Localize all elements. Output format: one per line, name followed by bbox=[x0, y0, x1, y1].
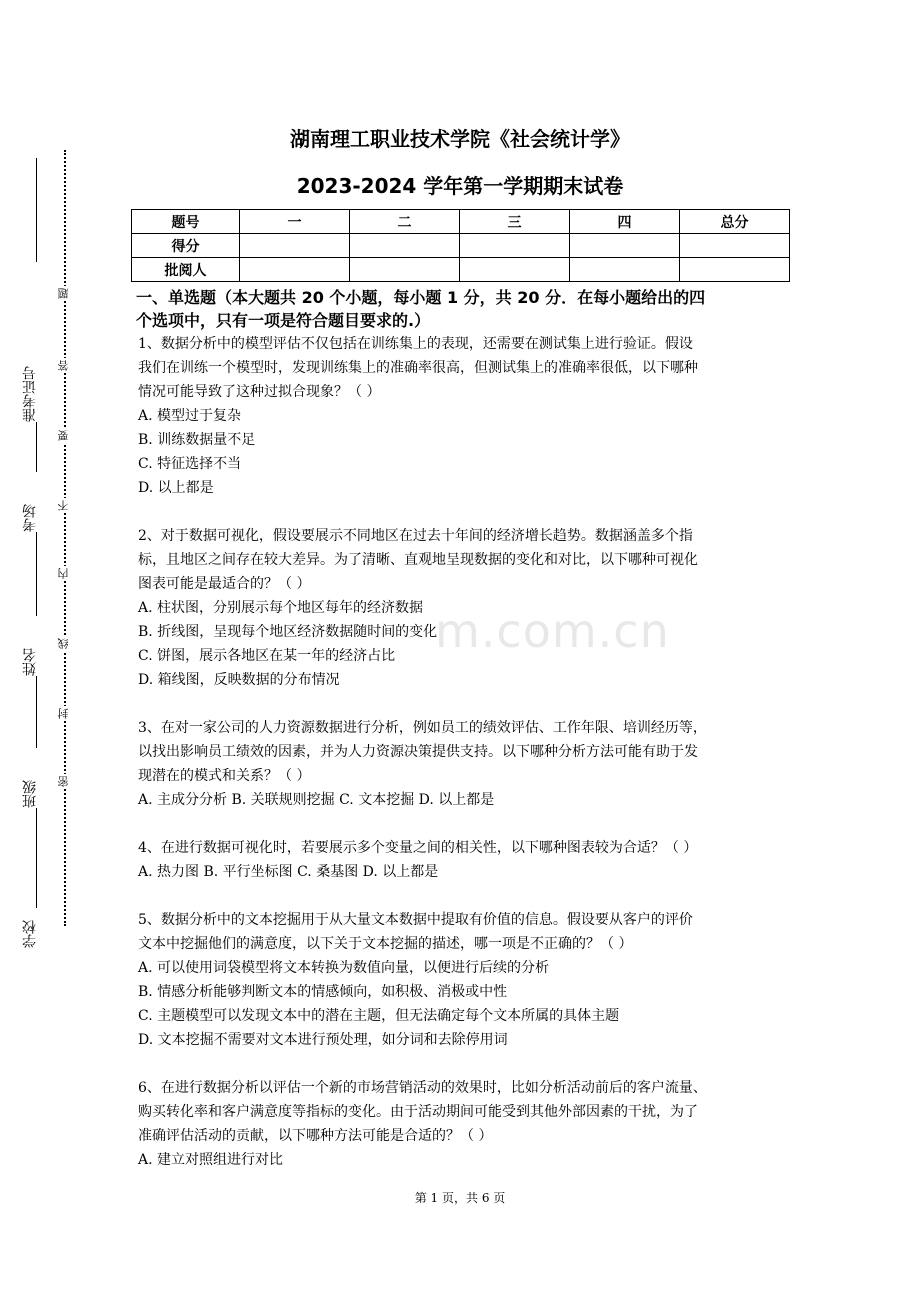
score-cell bbox=[350, 258, 460, 282]
score-cell bbox=[680, 258, 790, 282]
score-table-row bbox=[132, 258, 790, 282]
spacer bbox=[138, 1052, 788, 1076]
seal-word: 要 bbox=[57, 430, 70, 441]
question-5 bbox=[138, 908, 788, 1052]
score-cell bbox=[350, 234, 460, 258]
score-table-header: 题号 bbox=[132, 210, 240, 234]
seal-word: 内 bbox=[57, 568, 70, 579]
question-4 bbox=[138, 836, 788, 884]
question-line: 图表可能是最适合的？（ ） bbox=[138, 576, 311, 592]
question-line: 我们在训练一个模型时，发现训练集上的准确率很高，但测试集上的准确率很低，以下哪种 bbox=[138, 360, 698, 376]
score-cell bbox=[570, 258, 680, 282]
question-line: 购买转化率和客户满意度等指标的变化。由于活动期间可能受到其他外部因素的干扰，为了 bbox=[138, 1104, 698, 1120]
score-cell bbox=[680, 234, 790, 258]
watermark: m.com.cn bbox=[435, 604, 670, 658]
option[interactable]: D. 箱线图，反映数据的分布情况 bbox=[138, 672, 340, 688]
question-line: 现潜在的模式和关系？（ ） bbox=[138, 768, 311, 784]
page-subtitle: 2023-2024 学年第一学期期末试卷 bbox=[296, 174, 624, 198]
question-line: 2、对于数据可视化，假设要展示不同地区在过去十年间的经济增长趋势。数据涵盖多个指 bbox=[138, 528, 693, 544]
section-heading-line: 一、单选题（本大题共 20 个小题，每小题 1 分，共 20 分．在每小题给出的四 bbox=[136, 288, 706, 307]
seal-word: 线 bbox=[57, 638, 70, 649]
score-table-header: 总分 bbox=[680, 210, 790, 234]
seal-word: 封 bbox=[57, 708, 70, 719]
spacer bbox=[138, 884, 788, 908]
spacer bbox=[138, 692, 788, 716]
page-number: 第 1 页，共 6 页 bbox=[414, 1191, 506, 1205]
margin-label-school: 学校 bbox=[22, 908, 38, 948]
score-table-header: 四 bbox=[570, 210, 680, 234]
question-line: 标，且地区之间存在较大差异。为了清晰、直观地呈现数据的变化和对比，以下哪种可视化 bbox=[138, 552, 698, 568]
score-cell bbox=[240, 258, 350, 282]
option[interactable]: D. 文本挖掘不需要对文本进行预处理，如分词和去除停用词 bbox=[138, 1032, 508, 1048]
option[interactable]: C. 特征选择不当 bbox=[138, 456, 242, 472]
margin-label-class: 班级 bbox=[22, 748, 38, 808]
score-table-header-row bbox=[132, 210, 790, 234]
question-line: 6、在进行数据分析以评估一个新的市场营销活动的效果时，比如分析活动前后的客户流量、 bbox=[138, 1080, 707, 1096]
score-row-label: 批阅人 bbox=[132, 258, 240, 282]
option[interactable]: A. 主成分分析 B. 关联规则挖掘 C. 文本挖掘 D. 以上都是 bbox=[138, 792, 495, 808]
section-heading bbox=[136, 286, 792, 332]
seal-word: 不 bbox=[57, 500, 70, 511]
option[interactable]: A. 热力图 B. 平行坐标图 C. 桑基图 D. 以上都是 bbox=[138, 864, 439, 880]
option[interactable]: B. 情感分析能够判断文本的情感倾向，如积极、消极或中性 bbox=[138, 984, 508, 1000]
question-6 bbox=[138, 1076, 788, 1172]
spacer bbox=[138, 500, 788, 524]
question-line: 5、数据分析中的文本挖掘用于从大量文本数据中提取有价值的信息。假设要从客户的评价 bbox=[138, 912, 693, 928]
margin-label-exam-room: 考场 bbox=[22, 472, 38, 532]
option[interactable]: A. 建立对照组进行对比 bbox=[138, 1152, 284, 1168]
question-line: 1、数据分析中的模型评估不仅包括在训练集上的表现，还需要在测试集上进行验证。假设 bbox=[138, 336, 693, 352]
question-line: 3、在对一家公司的人力资源数据进行分析，例如员工的绩效评估、工作年限、培训经历等， bbox=[138, 720, 707, 736]
question-1 bbox=[138, 332, 788, 500]
option[interactable]: A. 可以使用词袋模型将文本转换为数值向量，以便进行后续的分析 bbox=[138, 960, 550, 976]
question-line: 4、在进行数据可视化时，若要展示多个变量之间的相关性，以下哪种图表较为合适？（ ） bbox=[138, 840, 698, 856]
question-line: 准确评估活动的贡献，以下哪种方法可能是合适的？（ ） bbox=[138, 1128, 493, 1144]
question-line: 文本中挖掘他们的满意度，以下关于文本挖掘的描述，哪一项是不正确的？（ ） bbox=[138, 936, 633, 952]
score-table bbox=[131, 209, 790, 282]
score-table-header: 一 bbox=[240, 210, 350, 234]
seal-word: 密 bbox=[57, 776, 70, 787]
score-cell bbox=[460, 258, 570, 282]
score-table-header: 三 bbox=[460, 210, 570, 234]
option[interactable]: B. 折线图，呈现每个地区经济数据随时间的变化 bbox=[138, 624, 438, 640]
seal-word: 题 bbox=[57, 288, 70, 299]
question-2 bbox=[138, 524, 788, 692]
margin-label-exam-number: 准考证号 bbox=[22, 262, 38, 422]
exam-content bbox=[138, 286, 788, 1172]
option[interactable]: D. 以上都是 bbox=[138, 480, 214, 496]
seal-dotted-line bbox=[64, 150, 66, 926]
option[interactable]: C. 主题模型可以发现文本中的潜在主题，但无法确定每个文本所属的具体主题 bbox=[138, 1008, 620, 1024]
score-table-header: 二 bbox=[350, 210, 460, 234]
question-line: 以找出影响员工绩效的因素，并为人力资源决策提供支持。以下哪种分析方法可能有助于发 bbox=[138, 744, 698, 760]
option[interactable]: B. 训练数据量不足 bbox=[138, 432, 256, 448]
margin-label-name: 姓名 bbox=[22, 616, 38, 676]
score-cell bbox=[240, 234, 350, 258]
option[interactable]: A. 模型过于复杂 bbox=[138, 408, 242, 424]
seal-word: 答 bbox=[57, 360, 70, 371]
page-title: 湖南理工职业技术学院《社会统计学》 bbox=[290, 127, 630, 151]
score-cell bbox=[460, 234, 570, 258]
question-line: 情况可能导致了这种过拟合现象？（ ） bbox=[138, 384, 381, 400]
score-row-label: 得分 bbox=[132, 234, 240, 258]
question-3 bbox=[138, 716, 788, 812]
option[interactable]: C. 饼图，展示各地区在某一年的经济占比 bbox=[138, 648, 396, 664]
section-heading-line: 个选项中，只有一项是符合题目要求的.） bbox=[136, 311, 431, 330]
option[interactable]: A. 柱状图，分别展示每个地区每年的经济数据 bbox=[138, 600, 424, 616]
score-cell bbox=[570, 234, 680, 258]
score-table-row bbox=[132, 234, 790, 258]
spacer bbox=[138, 812, 788, 836]
